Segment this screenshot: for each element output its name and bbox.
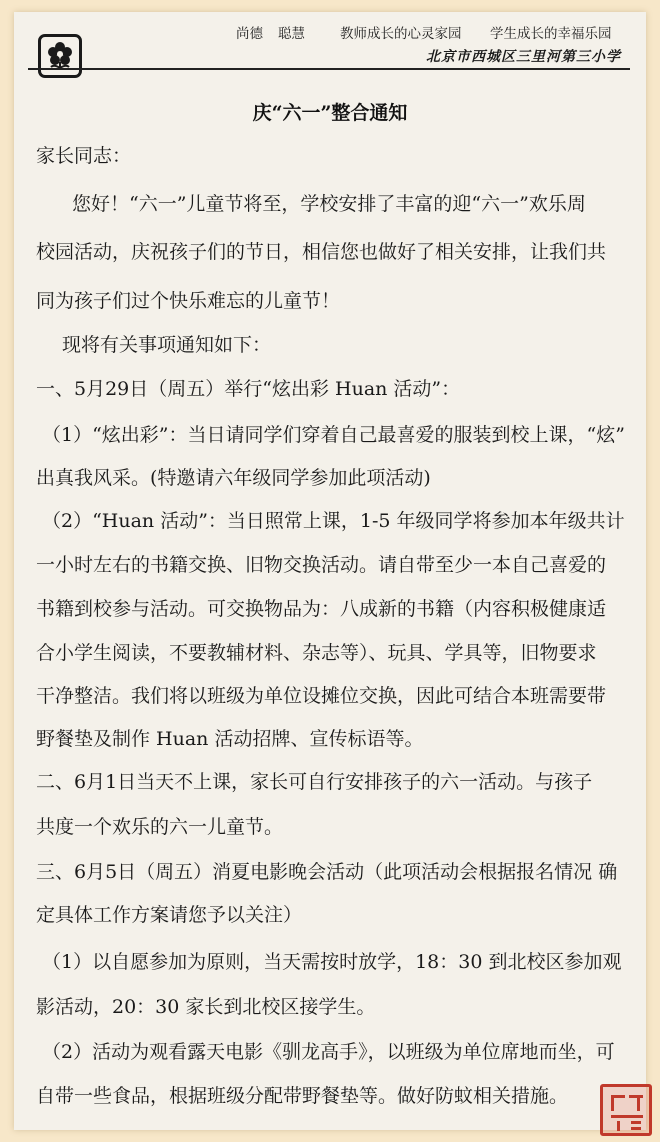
motto-wisdom: 聪慧 [278, 26, 305, 42]
section-heading-3: 三、6月5日（周五）消夏电影晚会活动（此项活动会根据报名情况 确 [36, 861, 618, 883]
section-heading-2: 二、6月1日当天不上课，家长可自行安排孩子的六一活动。与孩子 [36, 771, 593, 793]
body-line: 合小学生阅读，不要教辅材料、杂志等）、玩具、学具等，旧物要求 [36, 642, 597, 664]
body-line: （1）“炫出彩”：当日请同学们穿着自己最喜爱的服装到校上课，“炫” [42, 424, 625, 446]
section-heading-1: 一、5月29日（周五）举行“炫出彩 Huan 活动”： [36, 378, 461, 400]
motto-teacher-home: 教师成长的心灵家园 [340, 26, 462, 42]
body-line: 校园活动，庆祝孩子们的节日，相信您也做好了相关安排，让我们共 [36, 241, 607, 263]
body-line: （2）活动为观看露天电影《驯龙高手》，以班级为单位席地而坐，可 [42, 1041, 615, 1063]
body-line: 野餐垫及制作 Huan 活动招牌、宣传标语等。 [36, 728, 424, 750]
header-divider [28, 68, 630, 70]
body-line: 影活动，20：30 家长到北校区接学生。 [36, 996, 376, 1018]
body-line: 同为孩子们过个快乐难忘的儿童节！ [36, 290, 341, 312]
body-line: （1）以自愿参加为原则，当天需按时放学，18：30 到北校区参加观 [42, 951, 622, 973]
body-line: 共度一个欢乐的六一儿童节。 [36, 816, 284, 838]
school-logo-icon [38, 34, 82, 78]
body-line: 您好！“六一”儿童节将至，学校安排了丰富的迎“六一”欢乐周 [72, 193, 586, 215]
body-line: 现将有关事项通知如下： [62, 334, 272, 356]
body-line: 自带一些食品，根据班级分配带野餐垫等。做好防蚊相关措施。 [36, 1085, 569, 1107]
red-seal-stamp-icon [600, 1084, 652, 1136]
motto-student-park: 学生成长的幸福乐园 [490, 26, 612, 42]
body-line: 定具体工作方案请您予以关注） [36, 904, 303, 926]
body-line: 干净整洁。我们将以班级为单位设摊位交换，因此可结合本班需要带 [36, 685, 607, 707]
body-line: 书籍到校参与活动。可交换物品为：八成新的书籍（内容积极健康适 [36, 598, 607, 620]
school-name: 北京市西城区三里河第三小学 [426, 49, 621, 65]
notice-title: 庆“六一”整合通知 [252, 102, 408, 124]
body-line: 出真我风采。(特邀请六年级同学参加此项活动) [36, 467, 431, 489]
body-line: 一小时左右的书籍交换、旧物交换活动。请自带至少一本自己喜爱的 [36, 554, 607, 576]
salutation: 家长同志： [36, 145, 132, 167]
notice-page [14, 12, 646, 1130]
motto-virtue: 尚德 [236, 26, 263, 42]
body-line: （2）“Huan 活动”：当日照常上课，1-5 年级同学将参加本年级共计 [42, 510, 625, 532]
